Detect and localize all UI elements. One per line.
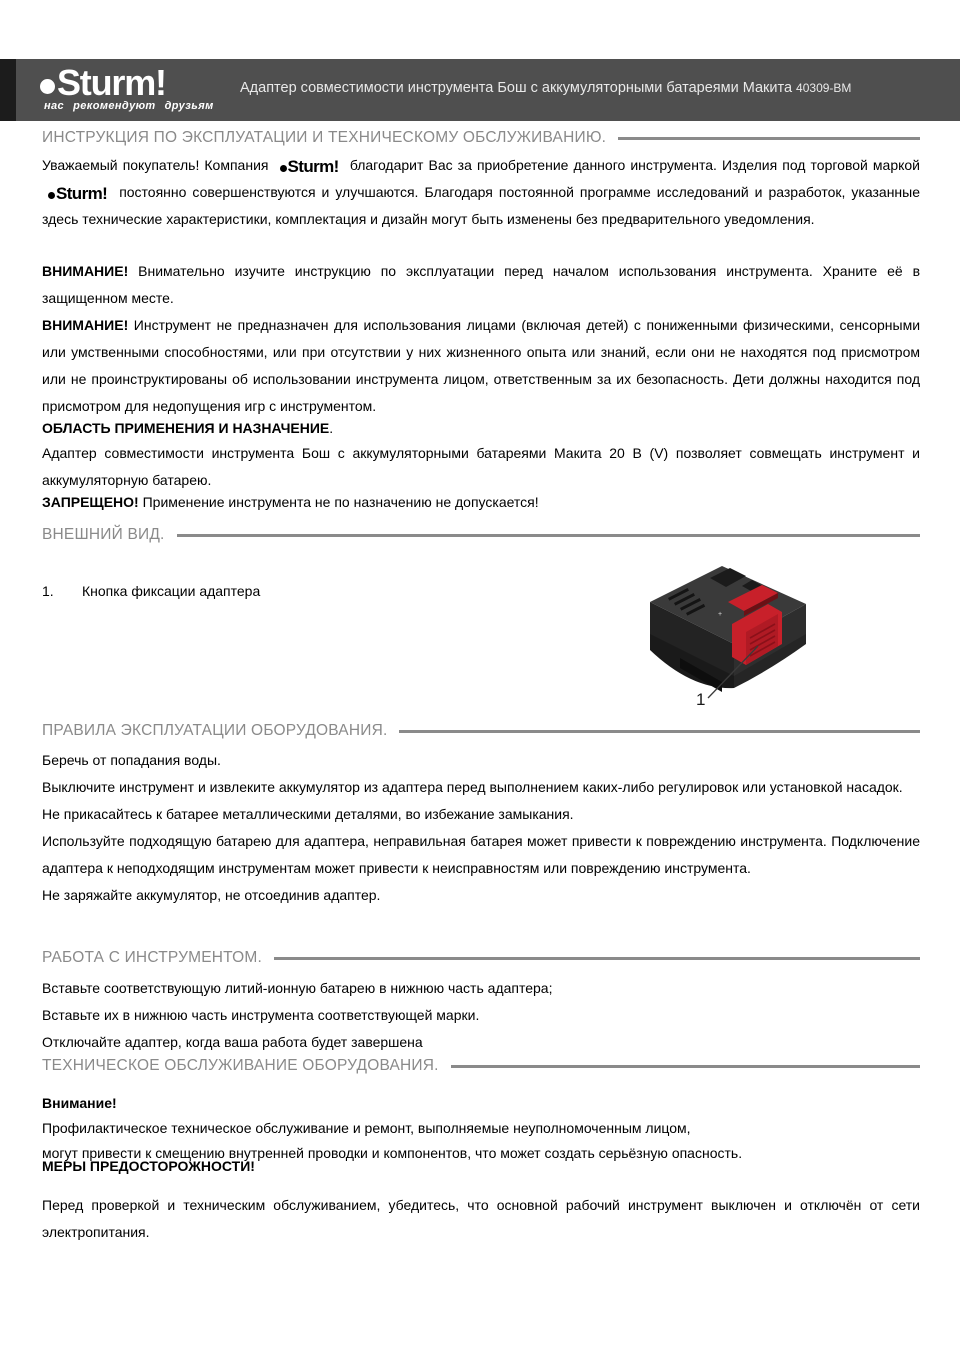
section-heading-appearance-text: ВНЕШНИЙ ВИД. (42, 526, 165, 543)
inline-logo-word: Sturm! (287, 156, 339, 176)
forbidden-text: Применение инструмента не по назначению не допускается! (142, 494, 539, 510)
sturm-logo (40, 64, 230, 118)
section-heading-appearance (42, 526, 920, 544)
logo-tagline (40, 100, 230, 112)
paragraph-attention-2 (42, 312, 920, 420)
header-title (240, 80, 851, 96)
work-item: Вставьте соответствующую литий-ионную батарею в нижнюю часть адаптера; (42, 980, 553, 996)
section-rule (618, 137, 920, 140)
logo-tagline-word-1: нас (44, 100, 65, 112)
rule-item: Используйте подходящую батарею для адаптера, неправильная батарея может привести к повреждению инструмента. Подключение адаптера к неподходящим инструментам может привести к неисправностям или повреждению инструмента. (42, 833, 920, 876)
rule-item: Не заряжайте аккумулятор, не отсоединив адаптер. (42, 887, 381, 903)
header-model-number: 40309-BM (796, 81, 852, 95)
section-heading-work (42, 949, 920, 967)
attention-text-1: Внимательно изучите инструкцию по эксплуатации перед началом использования инструмента. Храните её в защищенном месте. (42, 263, 921, 306)
section-heading-service (42, 1057, 920, 1075)
inline-logo-word: Sturm! (56, 183, 108, 203)
rules-list (42, 747, 920, 909)
section-heading-rules-text: ПРАВИЛА ЭКСПЛУАТАЦИИ ОБОРУДОВАНИЯ. (42, 722, 388, 739)
paragraph-intro (42, 152, 920, 233)
header-accent-strip (0, 59, 16, 121)
section-rule (177, 534, 920, 537)
section-heading-service-text: ТЕХНИЧЕСКОЕ ОБСЛУЖИВАНИЕ ОБОРУДОВАНИЯ. (42, 1057, 439, 1074)
attention-text-2: Инструмент не предназначен для использования лицами (включая детей) с пониженными физическими, сенсорными или умственными способностями, или при отсутствии у них жизненного опыта или знаний, если они не находятся под присмотром или не проинструктированы об использовании инструмента лицом, ответственным за их безопасность. Дети должны находится под присмотром для недопущения игр с инструментом. (42, 317, 921, 414)
section-rule (274, 957, 920, 960)
page-header (0, 59, 960, 121)
attention-label-2: ВНИМАНИЕ! (42, 317, 129, 333)
section-heading-rules (42, 722, 920, 740)
battery-adapter-illustration (610, 558, 830, 723)
work-item: Отключайте адаптер, когда ваша работа будет завершена (42, 1034, 423, 1050)
paragraph-precautions (42, 1192, 920, 1246)
part-label: Кнопка фиксации адаптера (82, 583, 261, 599)
parts-list (42, 578, 462, 604)
inline-sturm-logo-2 (48, 185, 107, 202)
inline-logo-dot-icon (48, 192, 55, 199)
paragraph-forbidden (42, 489, 920, 516)
service-attention-label (42, 1091, 920, 1116)
paragraph-scope (42, 440, 920, 494)
logo-tagline-word-3: друзьям (164, 100, 214, 112)
work-list (42, 975, 920, 1056)
service-line-2: могут привести к смещению внутренней проводки и компонентов, что может создать серьёзную опасность. (42, 1145, 743, 1161)
logo-dot-icon (40, 79, 55, 94)
precautions-text: Перед проверкой и техническим обслуживанием, убедитесь, что основной рабочий инструмент выключен и отключён от сети электропитания. (42, 1197, 920, 1240)
scope-text: Адаптер совместимости инструмента Бош с аккумуляторными батареями Макита 20 В (V) позволяет совмещать инструмент и аккумуляторную батарею. (42, 445, 920, 488)
section-heading-instructions-text: ИНСТРУКЦИЯ ПО ЭКСПЛУАТАЦИИ И ТЕХНИЧЕСКОМУ ОБСЛУЖИВАНИЮ. (42, 129, 607, 146)
section-rule (399, 730, 920, 733)
product-figure (610, 558, 830, 723)
scope-heading-period: . (329, 420, 334, 436)
work-item: Вставьте их в нижнюю часть инструмента соответствующей марки. (42, 1007, 480, 1023)
list-item (42, 578, 462, 604)
intro-part-3: постоянно совершенствуются и улучшаются. Благодаря постоянной программе исследований и разработок, указанные здесь технические характеристики, комплектация и дизайн могут быть изменены без предварительного уведомления. (42, 184, 921, 227)
header-title-text: Адаптер совместимости инструмента Бош с аккумуляторными батареями Макита (240, 80, 793, 96)
logo-wordmark (40, 64, 230, 102)
part-number: 1. (42, 583, 54, 599)
section-heading-instructions (42, 129, 920, 147)
figure-callout-label: 1 (696, 690, 706, 709)
heading-precautions (42, 1153, 920, 1180)
intro-part-2: благодарит Вас за приобретение данного инструмента. Изделия под торговой маркой (349, 157, 921, 173)
attention-label-1: ВНИМАНИЕ! (42, 263, 129, 279)
precautions-label: МЕРЫ ПРЕДОСТОРОЖНОСТИ! (42, 1158, 255, 1174)
intro-part-1: Уважаемый покупатель! Компания (42, 157, 269, 173)
logo-tagline-word-2: рекомендуют (73, 100, 156, 112)
scope-heading-text: ОБЛАСТЬ ПРИМЕНЕНИЯ И НАЗНАЧЕНИЕ (42, 420, 330, 436)
forbidden-label: ЗАПРЕЩЕНО! (42, 494, 139, 510)
inline-logo-dot-icon (280, 165, 287, 172)
section-rule (451, 1065, 920, 1068)
rule-item: Выключите инструмент и извлеките аккумулятор из адаптера перед выполнением каких-либо регулировок или установкой насадок. (42, 779, 903, 795)
heading-scope (42, 415, 920, 442)
paragraph-attention-1 (42, 258, 920, 312)
rule-item: Не прикасайтесь к батарее металлическими деталями, во избежание замыкания. (42, 806, 574, 822)
logo-word-text: Sturm! (57, 62, 166, 103)
rule-item: Беречь от попадания воды. (42, 752, 221, 768)
service-line-1: Профилактическое техническое обслуживание и ремонт, выполняемые неуполномоченным лицом, (42, 1120, 691, 1136)
inline-sturm-logo-1 (280, 158, 339, 175)
section-heading-work-text: РАБОТА С ИНСТРУМЕНТОМ. (42, 949, 263, 966)
service-attention-bold: Внимание! (42, 1095, 117, 1111)
svg-text:+: + (718, 611, 723, 618)
